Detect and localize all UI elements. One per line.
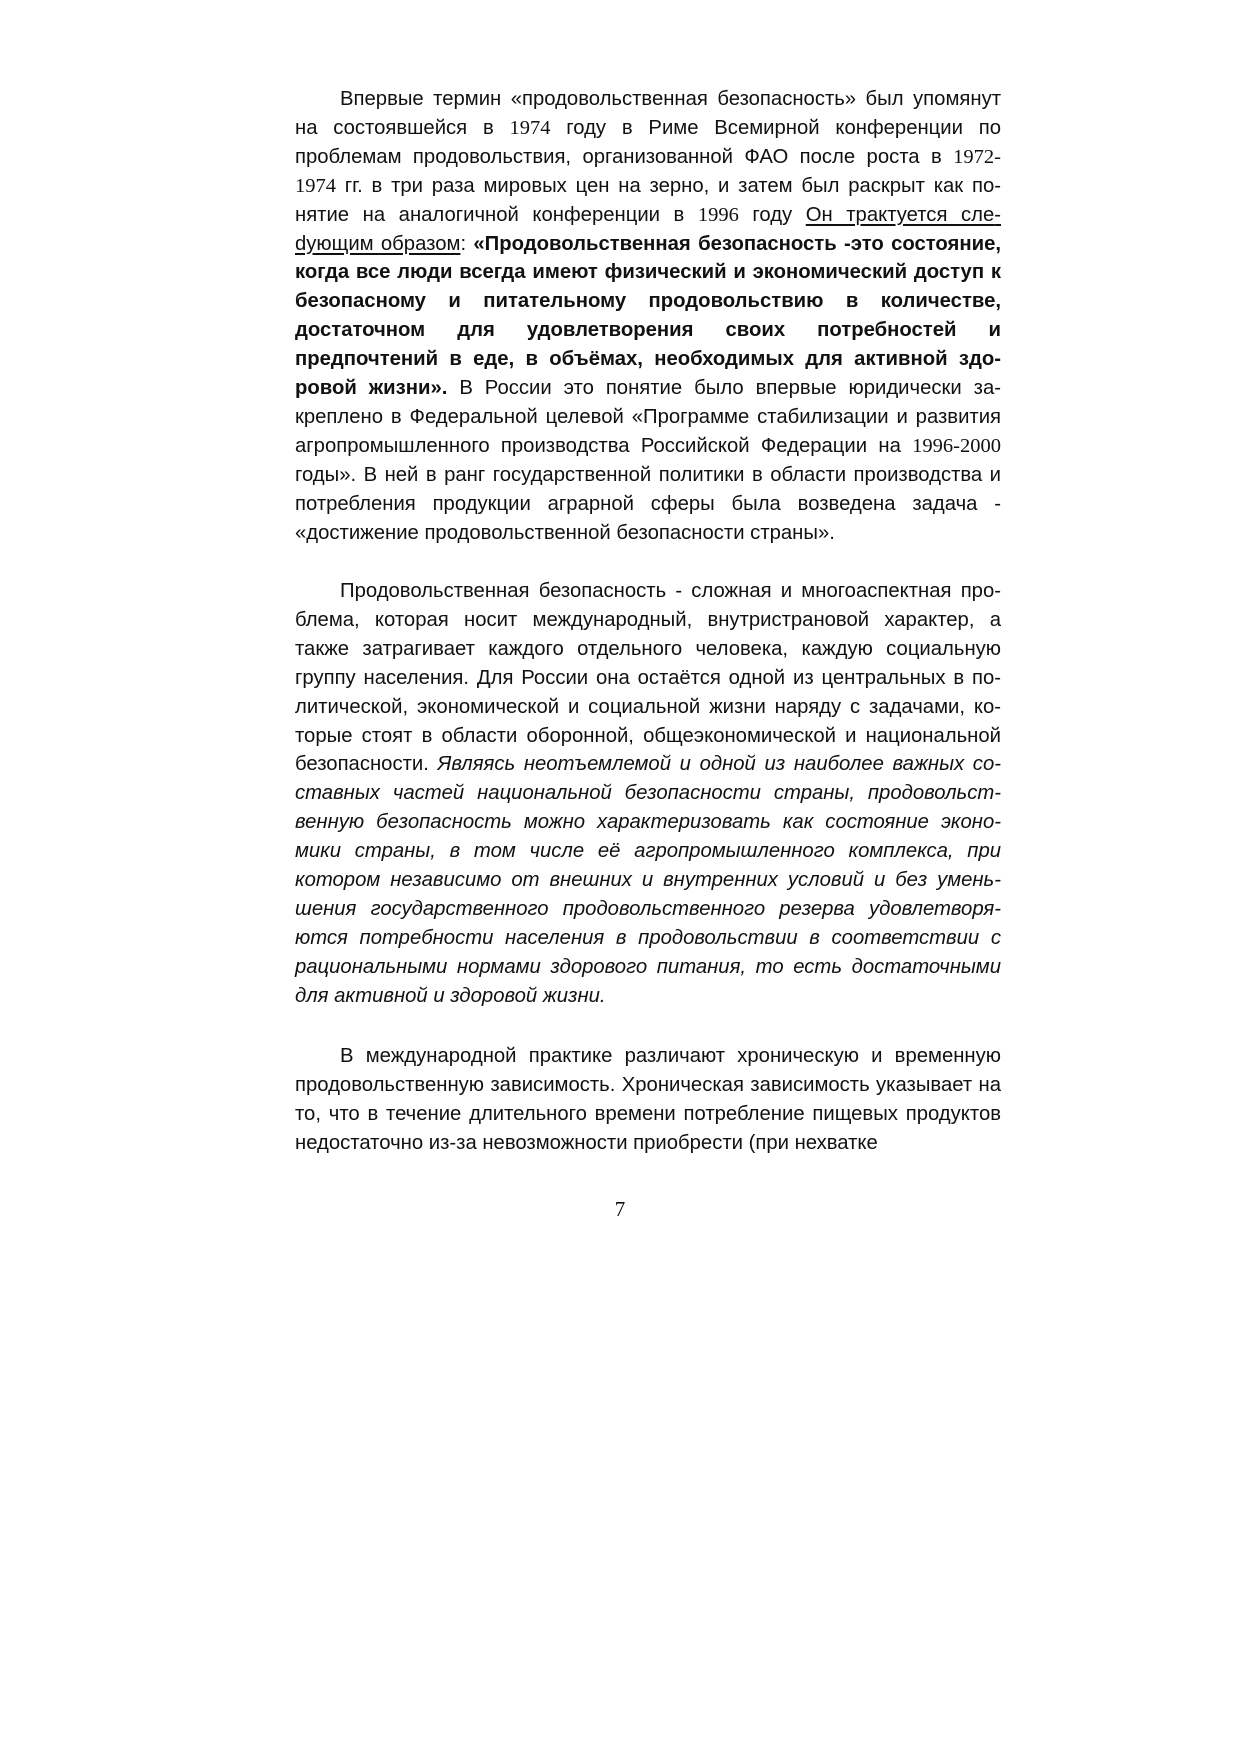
paragraph-international-practice <box>295 1042 1001 1158</box>
year-1974: 1974 <box>509 116 551 139</box>
page-number: 7 <box>614 1197 626 1221</box>
text-run: гг. в три раза мировых цен на зерно, и затем был раскрыт как понятие на аналогичной конференции в <box>295 174 1001 226</box>
years-1996-2000: 1996-2000 <box>912 434 1001 457</box>
text-run: годы». В ней в ранг государственной политики в области производства и потребления продукции аграрной сферы была возведена задача - «достижение продовольственной безопасности страны». <box>295 463 1001 544</box>
text-run: Впервые термин «продовольственная безопасность» был упомянут на состоявшейся в <box>295 88 1001 139</box>
years-1972-1974: 1972-1974 <box>295 145 1001 197</box>
underlined-phrase: Он трактуется слеdующим образом <box>295 203 1001 255</box>
bold-definition: «Продовольственная безопасность -это состояние, когда все люди всегда имеют физический и экономический доступ к безопасному и питательному продовольствию в количестве, достаточном для удовлетворения своих потребностей и предпочтений в еде, в объёмах, необходимых для активной здоровой жизни». <box>295 232 1002 400</box>
year-1996: 1996 <box>697 203 739 226</box>
text-run: Продовольственная безопасность - сложная и многоаспектная проблема, которая носит международный, внутристрановой характер, а также затрагивает каждого отдельного человека, каждую социальную группу населения. Для России она остаётся одной из центральных в политической, экономической и социальной жизни наряду с задачами, которые стоят в области оборонной, общеэкономической и национальной безопасности. <box>295 580 1001 776</box>
text-run: В международной практике различают хроническую и временную продовольственную зависимость. Хроническая зависимость указывает на то, что в течение длительного времени потребление пищевых продуктов недостаточно из-за невозможности приобрести (при нехватке <box>295 1045 1001 1154</box>
text-run: году в Риме Всемирной конференции по проблемам продовольствия, организованной ФАО после роста в <box>295 116 1002 168</box>
text-run: В России это понятие было впервые юридически закреплено в Федеральной целевой «Программе стабилизации и развития агропромышленного производства Российской Федерации на <box>295 377 1001 457</box>
text-run: : <box>460 232 474 255</box>
paragraph-text <box>295 577 1001 1011</box>
italic-definition: Являясь неотъемлемой и одной из наиболее важных составных частей национальной безопасности страны, продовольственную безопасность можно характеризовать как состояние экономики страны, в том числе её агропромышленного комплекса, при котором независимо от внешних и внутренних условий и без уменьшения государственного продовольственного резерва удовлетворяются потребности населения в продовольствии в соответствии с рациональными нормами здорового питания, то есть достаточными для активной и здоровой жизни. <box>295 753 1001 1007</box>
paragraph-food-security-definition <box>295 85 1001 548</box>
text-run: году <box>738 203 806 226</box>
paragraph-multiaspect-problem <box>295 577 1001 1011</box>
paragraph-text <box>295 1042 1001 1158</box>
paragraph-text <box>295 85 1001 548</box>
